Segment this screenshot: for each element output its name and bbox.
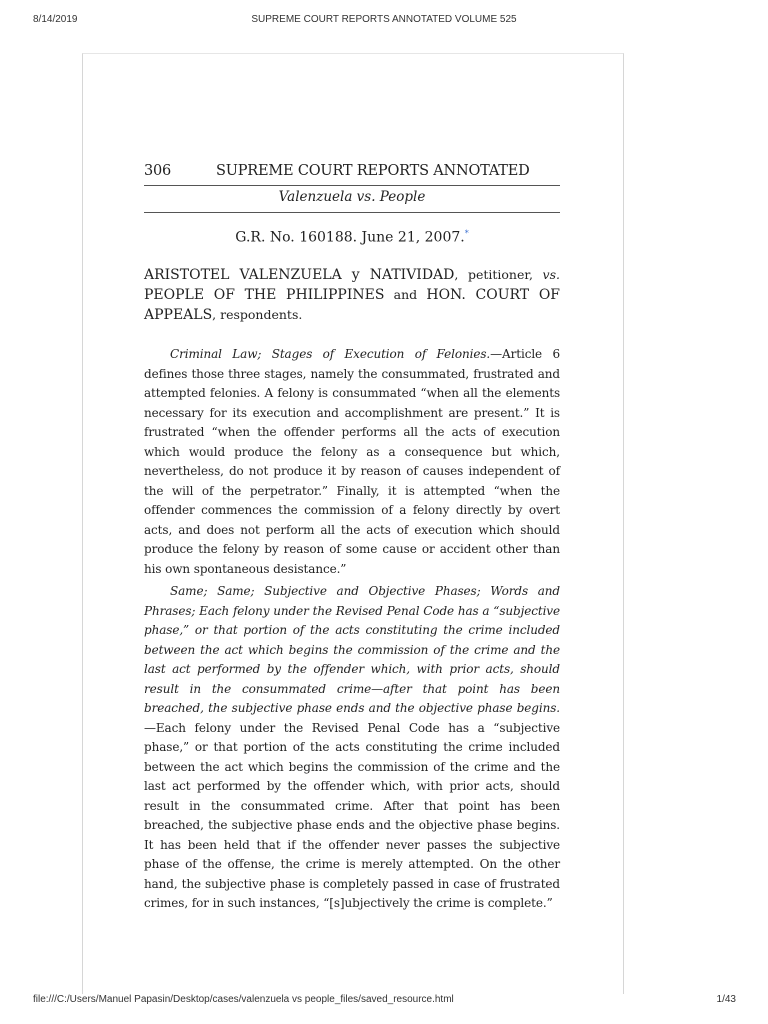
versus-label: vs. <box>542 267 560 282</box>
print-header <box>0 14 768 28</box>
syllabus-body-2: —Each felony under the Revised Penal Code has a “subjective phase,” or that portion of the acts constituting the crime included between the act which begins the commission of the crime and the last act performed by the offender which, with prior acts, should result in the consummated crime. After that point has been breached, the subjective phase ends and the objective phase begins. It has been held that if the offender never passes the subjective phase of the offense, the crime is merely attempted. On the other hand, the subjective phase is completely passed in case of frustrated crimes, for in such instances, “[s]ubjectively the crime is complete.” <box>144 720 560 910</box>
print-footer <box>0 994 768 1008</box>
gr-number: G.R. No. 160188. June 21, 2007. <box>235 229 465 246</box>
petitioner-role: , petitioner, <box>454 267 543 282</box>
case-parties <box>144 265 560 325</box>
syllabus-paragraph-1 <box>144 345 560 579</box>
book-title: SUPREME COURT REPORTS ANNOTATED <box>216 163 530 179</box>
respondent-people: PEOPLE OF THE PHILIPPINES <box>144 287 385 303</box>
case-title: Valenzuela vs. People <box>278 189 426 205</box>
and-label: and <box>384 287 427 302</box>
syllabus <box>144 345 560 914</box>
syllabus-heading-1: Criminal Law; Stages of Execution of Felonies. <box>170 347 491 361</box>
syllabus-body-1: —Article 6 defines those three stages, namely the consummated, frustrated and attempted felonies. A felony is consummated “when all the elements necessary for its execution and accomplishment are present.” It is frustrated “when the offender performs all the acts of execution which would produce the felony as a consequence but which, nevertheless, do not produce it by reason of causes independent of the will of the perpetrator.” Finally, it is attempted “when the offender commences the commission of a felony directly by overt acts, and does not perform all the acts of execution which should produce the felony by reason of some cause or accident other than his own spontaneous desistance.” <box>144 347 560 576</box>
footnote-link[interactable]: * <box>464 229 469 238</box>
syllabus-paragraph-2 <box>144 582 560 914</box>
file-url: file:///C:/Users/Manuel Papasin/Desktop/cases/valenzuela vs people_files/saved_resource.html <box>33 994 454 1005</box>
gr-number-line <box>144 229 560 249</box>
header-rule-bottom <box>144 212 560 213</box>
respondent-role: , respondents. <box>212 307 303 322</box>
page-count: 1/43 <box>716 994 736 1005</box>
respondent-court: HON. COURT OF APPEALS <box>144 287 561 323</box>
petitioner-name: ARISTOTEL VALENZUELA y NATIVIDAD <box>144 267 455 283</box>
page-content <box>144 163 560 917</box>
print-title: SUPREME COURT REPORTS ANNOTATED VOLUME 525 <box>251 14 517 25</box>
print-date: 8/14/2019 <box>33 14 78 25</box>
running-head <box>144 163 560 185</box>
syllabus-heading-2: Same; Same; Subjective and Objective Phases; Words and Phrases; Each felony under the Revised Penal Code has a “subjective phase,” or that portion of the acts constituting the crime included between the act which begins the commission of the crime and the last act performed by the offender which, with prior acts, should result in the consummated crime—after that point has been breached, the subjective phase ends and the objective phase begins. <box>144 584 560 715</box>
page-number: 306 <box>144 163 172 179</box>
